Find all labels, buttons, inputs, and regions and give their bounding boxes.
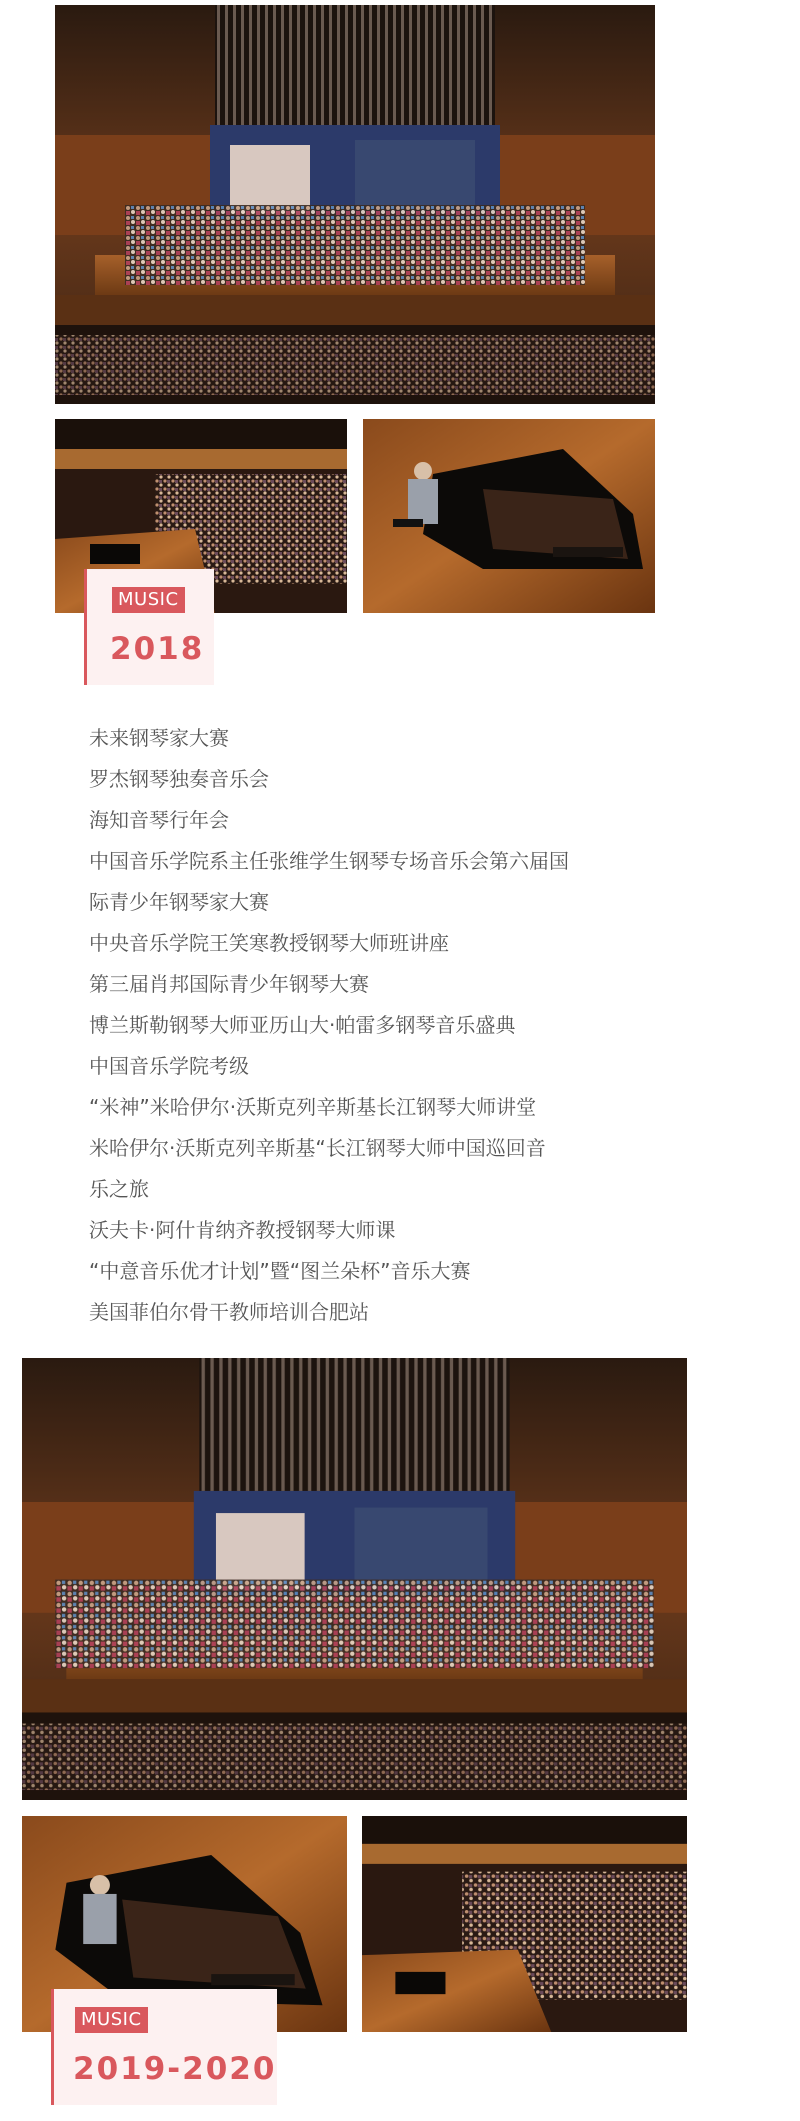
list-item: 中国音乐学院系主任张维学生钢琴专场音乐会第六届国 [89,849,569,873]
list-item: 海知音琴行年会 [89,808,229,832]
list-item: 米哈伊尔·沃斯克列辛斯基“长江钢琴大师中国巡回音 [89,1136,546,1160]
list-item: “米神”米哈伊尔·沃斯克列辛斯基长江钢琴大师讲堂 [89,1095,537,1119]
list-item: 未来钢琴家大赛 [89,726,229,750]
photo-stage-group-2018 [55,5,655,404]
photo-pianist-2018 [363,419,655,613]
list-item: 乐之旅 [89,1177,149,1201]
list-item: 罗杰钢琴独奏音乐会 [89,767,269,791]
photo-stage-group-2019 [22,1358,687,1800]
list-item: 中国音乐学院考级 [89,1054,249,1078]
tag-accent-bar [51,1989,54,2105]
list-item: 沃夫卡·阿什肯纳齐教授钢琴大师课 [89,1218,396,1242]
list-item: 博兰斯勒钢琴大师亚历山大·帕雷多钢琴音乐盛典 [89,1013,516,1037]
music-badge: MUSIC [75,2007,148,2033]
year-label: 2019-2020 [73,2051,277,2087]
tag-accent-bar [84,569,87,685]
photo-auditorium-2019 [362,1816,687,2032]
list-item: “中意音乐优才计划”暨“图兰朵杯”音乐大赛 [89,1259,471,1283]
list-item: 第三届肖邦国际青少年钢琴大赛 [89,972,369,996]
year-tag-2019-2020 [51,1989,277,2105]
list-item: 中央音乐学院王笑寒教授钢琴大师班讲座 [89,931,449,955]
list-item: 美国菲伯尔骨干教师培训合肥站 [89,1300,369,1324]
list-item: 际青少年钢琴家大赛 [89,890,269,914]
music-badge: MUSIC [112,587,185,613]
year-label: 2018 [110,631,205,667]
event-list-2018 [89,718,649,1333]
year-tag-2018 [84,569,214,685]
